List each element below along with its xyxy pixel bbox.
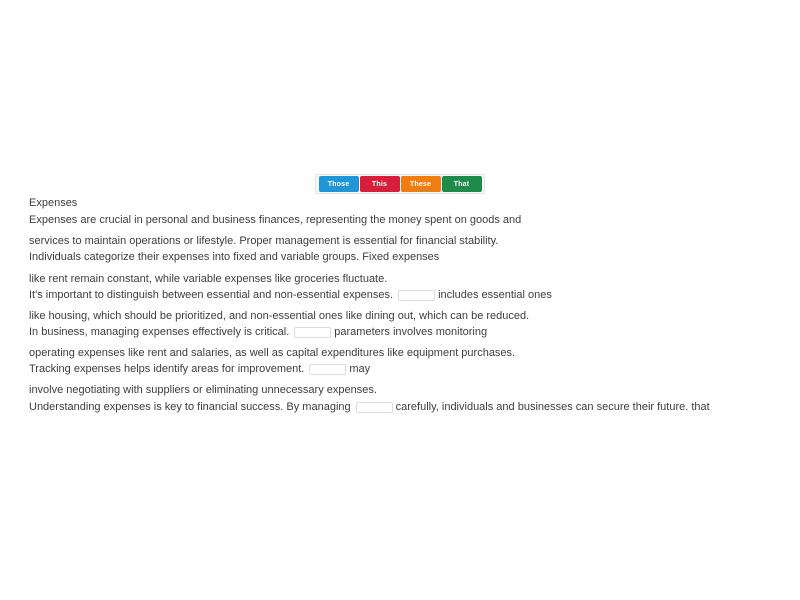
passage-text: may: [349, 363, 371, 375]
passage-text: carefully, individuals and businesses can secure their future. that: [395, 401, 710, 413]
blank-drop-zone-4[interactable]: [356, 402, 393, 413]
passage-line: like rent remain constant, while variable expenses like groceries fluctuate.: [29, 273, 388, 285]
passage-text: In business, managing expenses effectively is critical.: [29, 326, 290, 338]
blank-drop-zone-3[interactable]: [309, 364, 346, 375]
passage-line: like housing, which should be prioritized, and non-essential ones like dining out, which can be reduced.: [29, 310, 530, 322]
passage-line: [29, 400, 710, 414]
passage-line: Individuals categorize their expenses into fixed and variable groups. Fixed expenses: [29, 251, 440, 263]
passage-text: includes essential ones: [438, 289, 552, 301]
passage-line: services to maintain operations or lifestyle. Proper management is essential for financial stability.: [29, 235, 499, 247]
passage-line: Expenses are crucial in personal and business finances, representing the money spent on goods and: [29, 214, 522, 226]
passage-text: parameters involves monitoring: [334, 326, 488, 338]
passage-line: [29, 288, 552, 302]
word-bank: [315, 174, 485, 194]
passage-line: involve negotiating with suppliers or eliminating unnecessary expenses.: [29, 384, 377, 396]
word-chip-that[interactable]: That: [442, 176, 482, 192]
blank-drop-zone-1[interactable]: [398, 290, 435, 301]
passage-text: It's important to distinguish between essential and non-essential expenses.: [29, 289, 394, 301]
passage-title: Expenses: [29, 197, 78, 209]
passage-line: [29, 325, 487, 339]
passage-line: operating expenses like rent and salaries, as well as capital expenditures like equipment purchases.: [29, 347, 516, 359]
word-chip-these[interactable]: These: [401, 176, 441, 192]
blank-drop-zone-2[interactable]: [294, 327, 331, 338]
passage-text: Tracking expenses helps identify areas for improvement.: [29, 363, 305, 375]
passage-line: [29, 362, 370, 376]
word-chip-those[interactable]: Those: [319, 176, 359, 192]
word-chip-this[interactable]: This: [360, 176, 400, 192]
passage-text: Understanding expenses is key to financial success. By managing: [29, 401, 351, 413]
